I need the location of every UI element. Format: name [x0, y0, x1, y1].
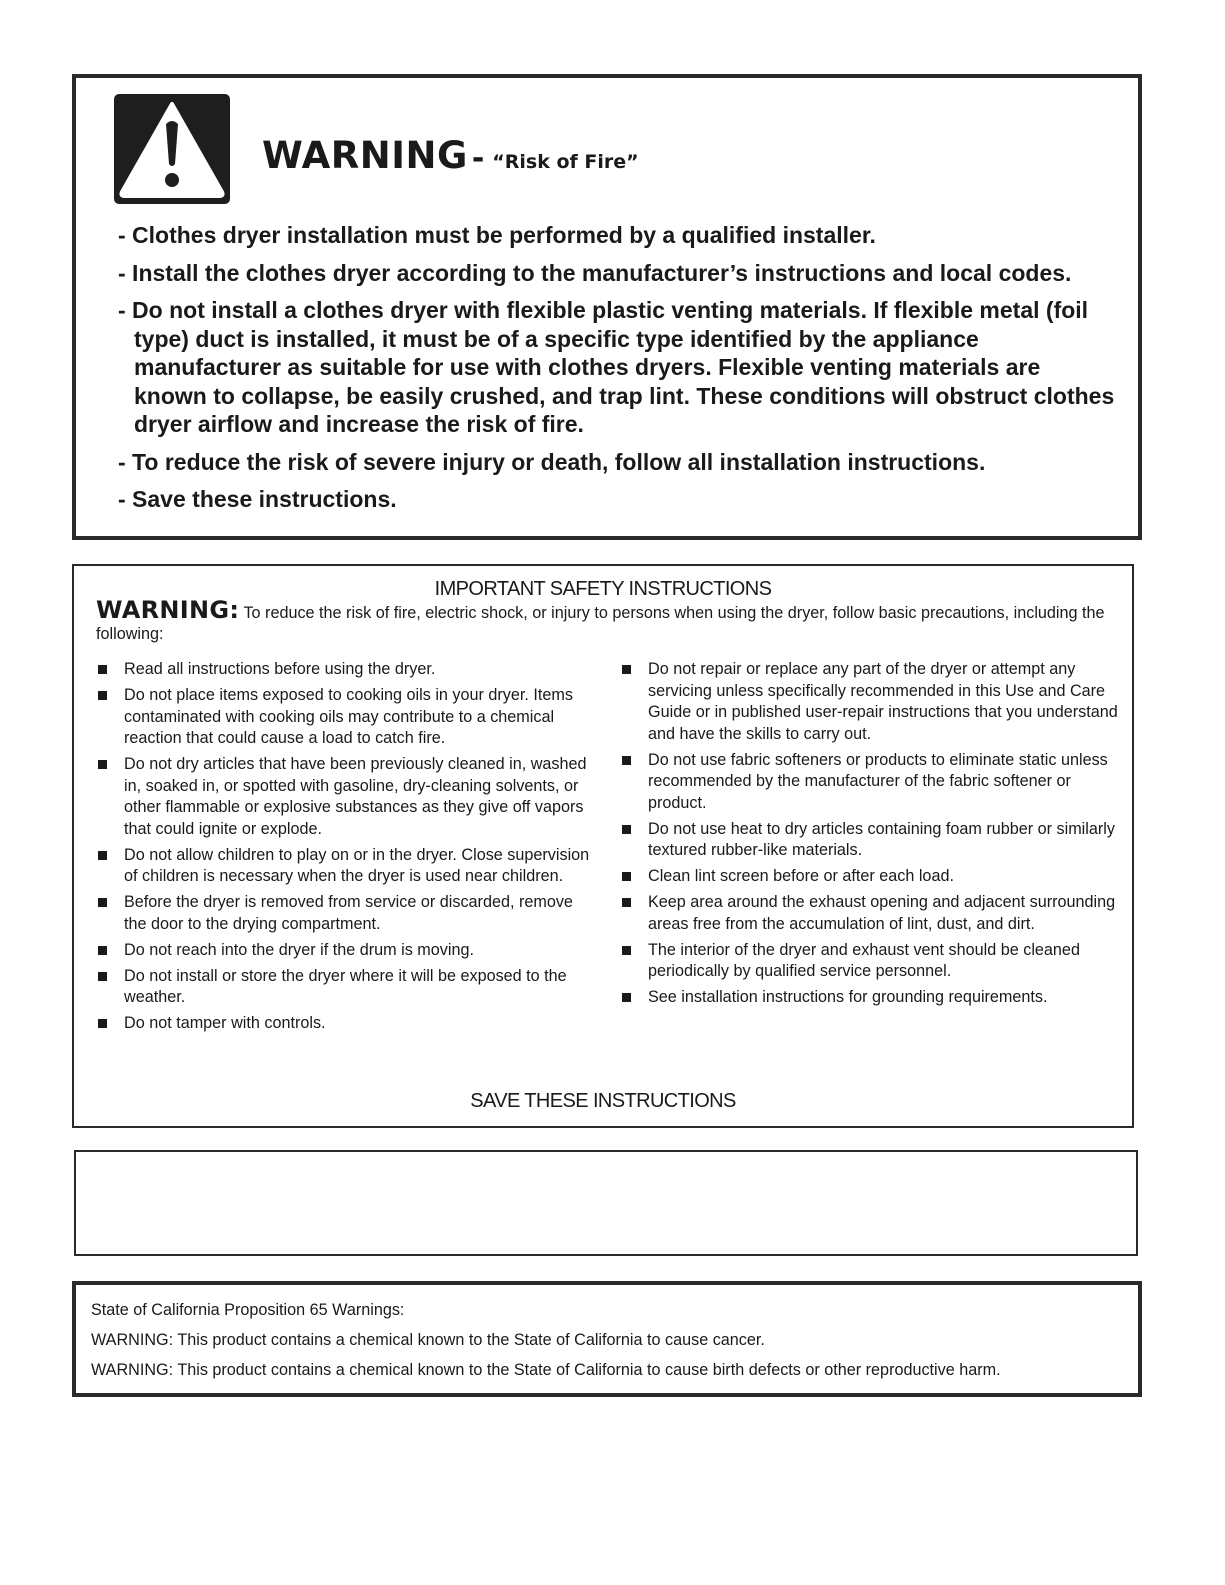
safety-item [620, 987, 1120, 1009]
square-bullet-icon [98, 946, 107, 955]
safety-item-text: Do not tamper with controls. [124, 1014, 326, 1032]
fire-warning-headline [262, 134, 639, 177]
safety-intro-text: To reduce the risk of fire, electric shock, or injury to persons when using the dryer, follow basic precautions, including the following: [96, 604, 1105, 643]
safety-title: IMPORTANT SAFETY INSTRUCTIONS [434, 578, 772, 600]
fire-warning-item: - Install the clothes dryer according to the manufacturer’s instructions and local codes. [118, 259, 1072, 286]
prop65-heading: State of California Proposition 65 Warnings: [91, 1301, 405, 1319]
safety-item-text: The interior of the dryer and exhaust vent should be cleaned periodically by qualified service personnel. [648, 940, 1080, 980]
safety-item-text: Read all instructions before using the dryer. [124, 660, 436, 678]
safety-list-right [620, 659, 1120, 1013]
safety-item-text: Do not place items exposed to cooking oils in your dryer. Items contaminated with cooking oils may contribute to a chemical reaction that could cause a load to catch fire. [124, 686, 573, 747]
square-bullet-icon [622, 872, 631, 881]
safety-item-text: See installation instructions for grounding requirements. [648, 988, 1048, 1006]
warning-word: WARNING [262, 134, 468, 177]
square-bullet-icon [622, 756, 631, 765]
square-bullet-icon [98, 665, 107, 674]
warning-triangle-icon [114, 94, 230, 204]
prop65-box [72, 1281, 1142, 1397]
safety-item-text: Do not repair or replace any part of the dryer or attempt any servicing unless specifically recommended in this Use and Care Guide or in published user-repair instructions that you understand and have the skills to carry out. [648, 660, 1118, 743]
fire-warning-box [72, 74, 1142, 540]
safety-list-left [96, 659, 596, 1039]
square-bullet-icon [622, 665, 631, 674]
fire-warning-item: - Clothes dryer installation must be performed by a qualified installer. [118, 222, 876, 248]
safety-item-text: Before the dryer is removed from service or discarded, remove the door to the drying compartment. [124, 893, 573, 933]
square-bullet-icon [622, 993, 631, 1002]
square-bullet-icon [622, 825, 631, 834]
square-bullet-icon [622, 898, 631, 907]
prop65-warning-cancer: WARNING: This product contains a chemical known to the State of California to cause cancer. [91, 1331, 765, 1349]
safety-item [96, 892, 596, 935]
fire-warning-item: - To reduce the risk of severe injury or death, follow all installation instructions. [118, 448, 986, 475]
safety-item [96, 940, 596, 962]
square-bullet-icon [622, 946, 631, 955]
safety-item-text: Do not use heat to dry articles containing foam rubber or similarly textured rubber-like materials. [648, 819, 1115, 859]
safety-item [96, 659, 596, 681]
fire-warning-item: - Save these instructions. [118, 486, 397, 512]
safety-item [96, 754, 596, 840]
safety-item [620, 750, 1120, 815]
fire-warning-list [118, 221, 1118, 523]
safety-item-text: Clean lint screen before or after each load. [648, 867, 954, 885]
square-bullet-icon [98, 691, 107, 700]
safety-item [620, 819, 1120, 862]
empty-notice-box [74, 1150, 1138, 1256]
square-bullet-icon [98, 760, 107, 769]
safety-warning-label: WARNING: [96, 596, 240, 624]
safety-item-text: Do not allow children to play on or in the dryer. Close supervision of children is necessary when the dryer is used near children. [124, 845, 590, 885]
safety-item [620, 940, 1120, 983]
prop65-warning-reproductive: WARNING: This product contains a chemical known to the State of California to cause birth defects or other reproductive harm. [91, 1361, 1001, 1379]
prop65-lines [91, 1300, 1001, 1390]
safety-item [96, 966, 596, 1009]
headline-dash: - [471, 141, 485, 176]
safety-item-text: Do not install or store the dryer where it will be exposed to the weather. [124, 966, 567, 1006]
safety-item-text: Keep area around the exhaust opening and adjacent surrounding areas free from the accumulation of lint, dust, and dirt. [648, 893, 1116, 933]
square-bullet-icon [98, 898, 107, 907]
safety-item [96, 845, 596, 888]
safety-item [620, 659, 1120, 745]
square-bullet-icon [98, 851, 107, 860]
safety-item [620, 892, 1120, 935]
safety-intro [96, 596, 1116, 645]
safety-item [96, 685, 596, 750]
safety-item [96, 1013, 596, 1035]
safety-item-text: Do not use fabric softeners or products to eliminate static unless recommended by the manufacturer of the fabric softener or product. [648, 750, 1108, 812]
safety-item-text: Do not dry articles that have been previously cleaned in, washed in, soaked in, or spotted with gasoline, dry-cleaning solvents, or other flammable or explosive substances as they give off vapors that could ignite or explode. [124, 755, 587, 838]
risk-of-fire-subtitle: “Risk of Fire” [492, 151, 639, 173]
save-instructions-footer: SAVE THESE INSTRUCTIONS [470, 1090, 736, 1112]
square-bullet-icon [98, 972, 107, 981]
fire-warning-item: - Do not install a clothes dryer with flexible plastic venting materials. If flexible metal (foil type) duct is installed, it must be of a specific type identified by the appliance manufacturer as suitable for use with clothes dryers. Flexible venting materials are known to collapse, be easily crushed, and trap lint. These conditions will obstruct clothes dryer airflow and increase the risk of fire. [118, 297, 1115, 437]
safety-instructions-box [72, 564, 1134, 1128]
safety-item-text: Do not reach into the dryer if the drum is moving. [124, 940, 474, 959]
safety-item [620, 866, 1120, 888]
square-bullet-icon [98, 1019, 107, 1028]
